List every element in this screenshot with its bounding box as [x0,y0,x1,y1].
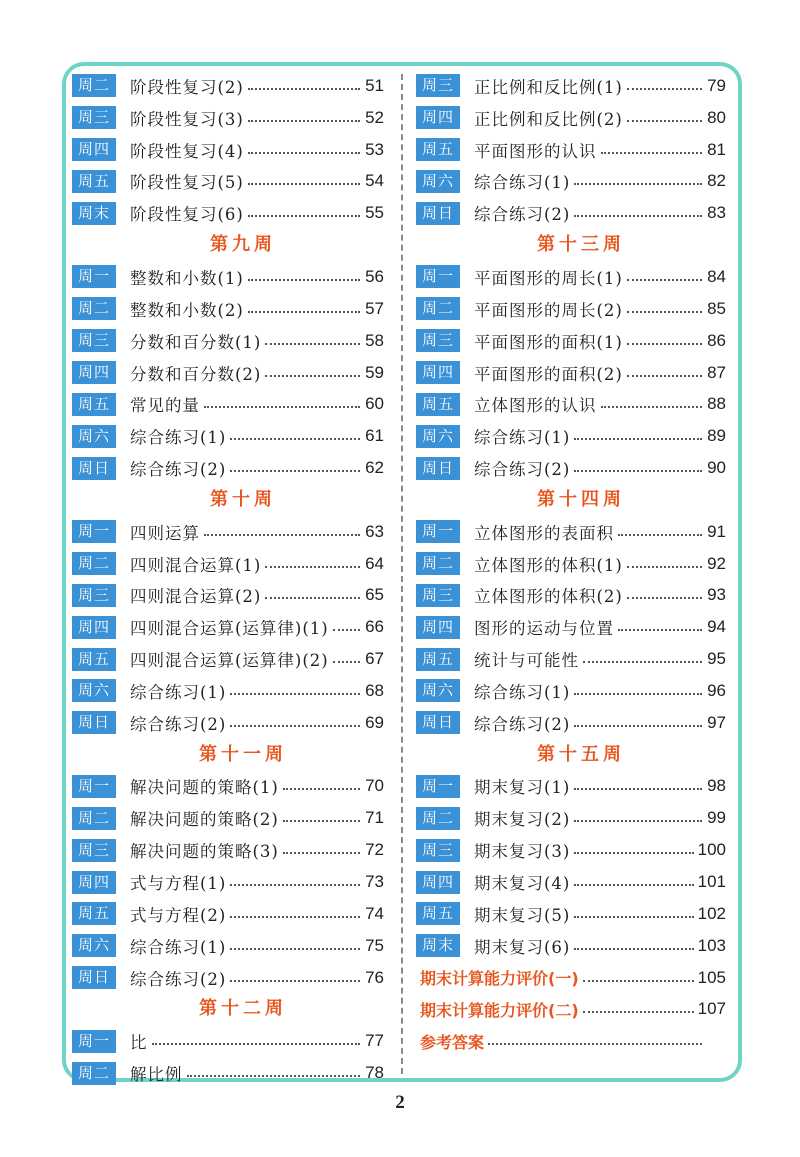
entry-page-number: 63 [365,521,384,541]
entry-page-number: 71 [365,808,384,828]
dot-leader [230,725,360,727]
entry-title: 常见的量 [130,396,200,416]
toc-entry[interactable] [72,134,384,166]
entry-title: 比 [130,1033,148,1053]
toc-entry[interactable] [416,134,726,166]
entry-title: 综合练习(1) [130,682,227,702]
toc-entry[interactable] [416,102,726,134]
entry-title: 期末复习(6) [474,937,571,957]
entry-title: 图形的运动与位置 [474,619,614,639]
toc-entry[interactable] [72,866,384,898]
toc-entry[interactable] [416,930,726,962]
entry-page-number: 95 [707,649,726,669]
toc-entry[interactable] [416,325,726,357]
entry-title: 期末计算能力评价(二) [420,1000,579,1020]
entry-title: 期末复习(5) [474,905,571,925]
day-badge: 周二 [416,552,460,575]
toc-entry[interactable] [416,166,726,198]
entry-title: 综合练习(1) [474,173,571,193]
entry-page-number: 57 [365,298,384,318]
day-badge: 周二 [72,807,116,830]
toc-entry[interactable] [416,675,726,707]
entry-page-number: 102 [697,903,726,923]
toc-entry[interactable] [416,834,726,866]
day-badge: 周三 [416,74,460,97]
dot-leader [248,88,360,90]
entry-title: 整数和小数(1) [130,268,244,288]
dot-leader [248,152,360,154]
dot-leader [574,820,702,822]
day-badge: 周二 [72,1062,116,1085]
entry-page-number: 93 [707,585,726,605]
day-badge: 周四 [416,871,460,894]
entry-page-number: 80 [707,107,726,127]
entry-title: 平面图形的面积(2) [474,364,623,384]
entry-page-number: 100 [697,840,726,860]
dot-leader [230,693,360,695]
day-badge: 周日 [72,966,116,989]
dot-leader [248,215,360,217]
dot-leader [574,215,702,217]
entry-title: 期末复习(4) [474,874,571,894]
entry-title: 整数和小数(2) [130,300,244,320]
toc-entry[interactable] [72,675,384,707]
day-badge: 周三 [72,329,116,352]
dot-leader [333,661,360,663]
toc-entry[interactable] [72,1025,384,1057]
entry-title: 综合练习(1) [474,682,571,702]
toc-entry[interactable] [416,611,726,643]
day-badge: 周五 [72,648,116,671]
dot-leader [601,152,703,154]
entry-title: 期末复习(3) [474,842,571,862]
entry-page-number: 53 [365,139,384,159]
day-badge: 周六 [416,679,460,702]
toc-entry[interactable] [72,197,384,229]
entry-title: 阶段性复习(2) [130,77,244,97]
dot-leader [627,279,702,281]
entry-title: 四则混合运算(2) [130,587,262,607]
entry-page-number: 62 [365,458,384,478]
entry-page-number: 68 [365,680,384,700]
dot-leader [187,1075,361,1077]
entry-title: 立体图形的表面积 [474,523,614,543]
entry-page-number: 83 [707,203,726,223]
entry-page-number: 73 [365,872,384,892]
toc-entry[interactable] [72,771,384,803]
day-badge: 周末 [72,202,116,225]
entry-title: 平面图形的面积(1) [474,332,623,352]
dot-leader [618,534,702,536]
day-badge: 周四 [416,106,460,129]
entry-title: 阶段性复习(4) [130,141,244,161]
day-badge: 周二 [72,297,116,320]
entry-title: 平面图形的周长(2) [474,300,623,320]
dot-leader [627,120,702,122]
day-badge: 周四 [416,361,460,384]
dot-leader [488,1043,702,1045]
toc-entry[interactable] [416,548,726,580]
entry-page-number: 51 [365,75,384,95]
entry-page-number: 87 [707,362,726,382]
entry-title: 阶段性复习(3) [130,109,244,129]
dot-leader [333,629,360,631]
entry-page-number: 107 [697,999,726,1019]
toc-entry[interactable] [72,261,384,293]
day-badge: 周日 [416,457,460,480]
toc-entry[interactable] [72,70,384,102]
toc-entry[interactable] [72,293,384,325]
dot-leader [248,120,360,122]
day-badge: 周日 [72,457,116,480]
day-badge: 周三 [416,329,460,352]
entry-page-number: 91 [707,521,726,541]
day-badge: 周四 [416,616,460,639]
dot-leader [152,1043,361,1045]
toc-entry[interactable] [72,580,384,612]
entry-title: 综合练习(1) [130,428,227,448]
entry-title: 综合练习(2) [474,460,571,480]
entry-page-number: 78 [365,1063,384,1083]
toc-entry[interactable] [416,580,726,612]
day-badge: 周五 [416,393,460,416]
dot-leader [248,183,360,185]
toc-left-column [72,70,384,1089]
toc-entry[interactable] [72,898,384,930]
day-badge: 周六 [72,934,116,957]
entry-page-number: 59 [365,362,384,382]
dot-leader [230,948,360,950]
entry-title: 综合练习(1) [130,937,227,957]
entry-page-number: 79 [707,75,726,95]
day-badge: 周四 [72,361,116,384]
toc-entry[interactable] [416,516,726,548]
entry-title: 立体图形的认识 [474,396,597,416]
dot-leader [230,916,360,918]
toc-entry[interactable] [72,834,384,866]
dot-leader [265,597,360,599]
day-badge: 周一 [72,775,116,798]
day-badge: 周六 [416,170,460,193]
week-heading: 第十二周 [199,998,287,1020]
entry-title: 阶段性复习(6) [130,205,244,225]
dot-leader [627,597,702,599]
dot-leader [627,343,702,345]
toc-entry[interactable] [416,197,726,229]
dot-leader [627,88,702,90]
toc-entry[interactable] [416,802,726,834]
toc-entry[interactable] [416,643,726,675]
entry-page-number: 82 [707,171,726,191]
day-badge: 周二 [72,552,116,575]
entry-title: 综合练习(2) [130,460,227,480]
week-heading: 第九周 [210,234,276,256]
week-heading: 第十四周 [537,488,625,510]
entry-title: 立体图形的体积(1) [474,555,623,575]
dot-leader [627,566,702,568]
entry-title: 阶段性复习(5) [130,173,244,193]
toc-right-column [416,70,726,1057]
toc-entry[interactable] [416,261,726,293]
dot-leader [265,343,360,345]
toc-entry[interactable] [416,898,726,930]
toc-entry[interactable] [72,930,384,962]
day-badge: 周三 [72,839,116,862]
entry-title: 式与方程(2) [130,905,227,925]
toc-entry[interactable] [416,420,726,452]
toc-entry[interactable] [72,962,384,994]
entry-title: 平面图形的周长(1) [474,268,623,288]
entry-page-number: 70 [365,776,384,796]
dot-leader [627,311,702,313]
entry-page-number: 52 [365,107,384,127]
entry-title: 分数和百分数(1) [130,332,262,352]
entry-title: 立体图形的体积(2) [474,587,623,607]
entry-title: 期末复习(2) [474,810,571,830]
entry-page-number: 61 [365,426,384,446]
toc-entry[interactable] [416,866,726,898]
entry-page-number: 65 [365,585,384,605]
entry-page-number: 69 [365,712,384,732]
day-badge: 周五 [416,648,460,671]
day-badge: 周五 [72,902,116,925]
dot-leader [574,884,693,886]
entry-title: 解比例 [130,1065,183,1085]
day-badge: 周日 [416,202,460,225]
toc-entry[interactable] [72,548,384,580]
toc-entry[interactable] [72,388,384,420]
dot-leader [574,948,693,950]
entry-title: 期末复习(1) [474,778,571,798]
dot-leader [574,470,702,472]
day-badge: 周四 [72,871,116,894]
entry-page-number: 86 [707,330,726,350]
entry-page-number: 60 [365,394,384,414]
dot-leader [574,916,693,918]
entry-title: 解决问题的策略(2) [130,810,279,830]
entry-page-number: 105 [697,967,726,987]
toc-entry[interactable] [416,357,726,389]
toc-entry[interactable] [72,325,384,357]
dot-leader [283,788,360,790]
entry-page-number: 101 [697,872,726,892]
day-badge: 周五 [416,138,460,161]
dot-leader [248,311,360,313]
day-badge: 周二 [416,807,460,830]
dot-leader [204,534,360,536]
day-badge: 周四 [72,138,116,161]
entry-page-number: 88 [707,394,726,414]
toc-entry[interactable] [416,707,726,739]
toc-entry[interactable] [72,166,384,198]
entry-page-number: 77 [365,1031,384,1051]
day-badge: 周一 [416,520,460,543]
entry-page-number: 97 [707,712,726,732]
toc-entry[interactable] [72,802,384,834]
dot-leader [265,375,360,377]
day-badge: 周一 [72,1030,116,1053]
toc-entry[interactable] [416,771,726,803]
day-badge: 周五 [416,902,460,925]
entry-title: 解决问题的策略(1) [130,778,279,798]
entry-title: 四则混合运算(运算律)(1) [130,619,329,639]
dot-leader [583,1011,694,1013]
entry-page-number: 58 [365,330,384,350]
toc-entry[interactable] [416,70,726,102]
day-badge: 周日 [416,711,460,734]
entry-title: 统计与可能性 [474,651,579,671]
entry-page-number: 67 [365,649,384,669]
entry-page-number: 54 [365,171,384,191]
dot-leader [230,470,360,472]
toc-entry[interactable] [72,1057,384,1089]
entry-page-number: 55 [365,203,384,223]
day-badge: 周三 [72,584,116,607]
week-heading: 第十一周 [199,743,287,765]
entry-page-number: 96 [707,680,726,700]
dot-leader [248,279,360,281]
day-badge: 周一 [416,775,460,798]
entry-page-number: 81 [707,139,726,159]
entry-title: 综合练习(1) [474,428,571,448]
dot-leader [583,980,694,982]
entry-page-number: 99 [707,808,726,828]
entry-page-number: 72 [365,840,384,860]
entry-page-number: 89 [707,426,726,446]
dot-leader [574,788,702,790]
toc-entry[interactable] [416,293,726,325]
entry-page-number: 75 [365,935,384,955]
entry-page-number: 85 [707,298,726,318]
toc-entry[interactable] [72,611,384,643]
toc-entry[interactable] [72,102,384,134]
entry-title: 综合练习(2) [130,969,227,989]
day-badge: 周三 [416,839,460,862]
toc-entry[interactable] [72,452,384,484]
day-badge: 周五 [72,393,116,416]
toc-entry[interactable] [416,452,726,484]
toc-entry[interactable] [72,516,384,548]
entry-title: 参考答案 [420,1032,485,1052]
entry-page-number: 103 [697,935,726,955]
dot-leader [618,629,702,631]
entry-page-number: 84 [707,266,726,286]
entry-page-number: 98 [707,776,726,796]
dot-leader [283,820,360,822]
entry-page-number: 64 [365,553,384,573]
entry-title: 分数和百分数(2) [130,364,262,384]
week-heading: 第十五周 [537,743,625,765]
entry-page-number: 56 [365,266,384,286]
dot-leader [230,438,360,440]
toc-entry[interactable] [416,993,726,1025]
entry-page-number: 92 [707,553,726,573]
entry-title: 四则混合运算(运算律)(2) [130,651,329,671]
toc-entry[interactable] [72,357,384,389]
dot-leader [583,661,702,663]
dot-leader [283,852,360,854]
entry-page-number: 90 [707,458,726,478]
dot-leader [204,406,360,408]
entry-title: 四则运算 [130,523,200,543]
toc-entry[interactable] [416,1025,726,1057]
column-divider [401,74,403,1074]
dot-leader [574,438,702,440]
day-badge: 周二 [416,297,460,320]
week-heading: 第十周 [210,488,276,510]
dot-leader [574,693,702,695]
entry-page-number: 76 [365,967,384,987]
day-badge: 周末 [416,934,460,957]
entry-title: 综合练习(2) [474,714,571,734]
entry-page-number: 74 [365,903,384,923]
dot-leader [230,980,360,982]
day-badge: 周六 [72,425,116,448]
entry-title: 式与方程(1) [130,874,227,894]
entry-title: 平面图形的认识 [474,141,597,161]
day-badge: 周四 [72,616,116,639]
day-badge: 周一 [416,265,460,288]
entry-title: 正比例和反比例(2) [474,109,623,129]
entry-title: 四则混合运算(1) [130,555,262,575]
entry-title: 期末计算能力评价(一) [420,969,579,989]
dot-leader [230,884,360,886]
entry-title: 解决问题的策略(3) [130,842,279,862]
dot-leader [574,183,702,185]
day-badge: 周日 [72,711,116,734]
toc-entry[interactable] [72,643,384,675]
day-badge: 周六 [416,425,460,448]
dot-leader [574,725,702,727]
toc-entry[interactable] [416,962,726,994]
dot-leader [265,566,360,568]
page-number: 2 [395,1092,405,1113]
day-badge: 周三 [416,584,460,607]
day-badge: 周五 [72,170,116,193]
day-badge: 周六 [72,679,116,702]
toc-entry[interactable] [416,388,726,420]
day-badge: 周一 [72,265,116,288]
entry-page-number: 94 [707,617,726,637]
toc-entry[interactable] [72,707,384,739]
entry-title: 综合练习(2) [474,205,571,225]
entry-page-number: 66 [365,617,384,637]
dot-leader [627,375,702,377]
day-badge: 周一 [72,520,116,543]
day-badge: 周三 [72,106,116,129]
day-badge: 周二 [72,74,116,97]
dot-leader [574,852,693,854]
entry-title: 综合练习(2) [130,714,227,734]
week-heading: 第十三周 [537,234,625,256]
dot-leader [601,406,703,408]
toc-entry[interactable] [72,420,384,452]
entry-title: 正比例和反比例(1) [474,77,623,97]
